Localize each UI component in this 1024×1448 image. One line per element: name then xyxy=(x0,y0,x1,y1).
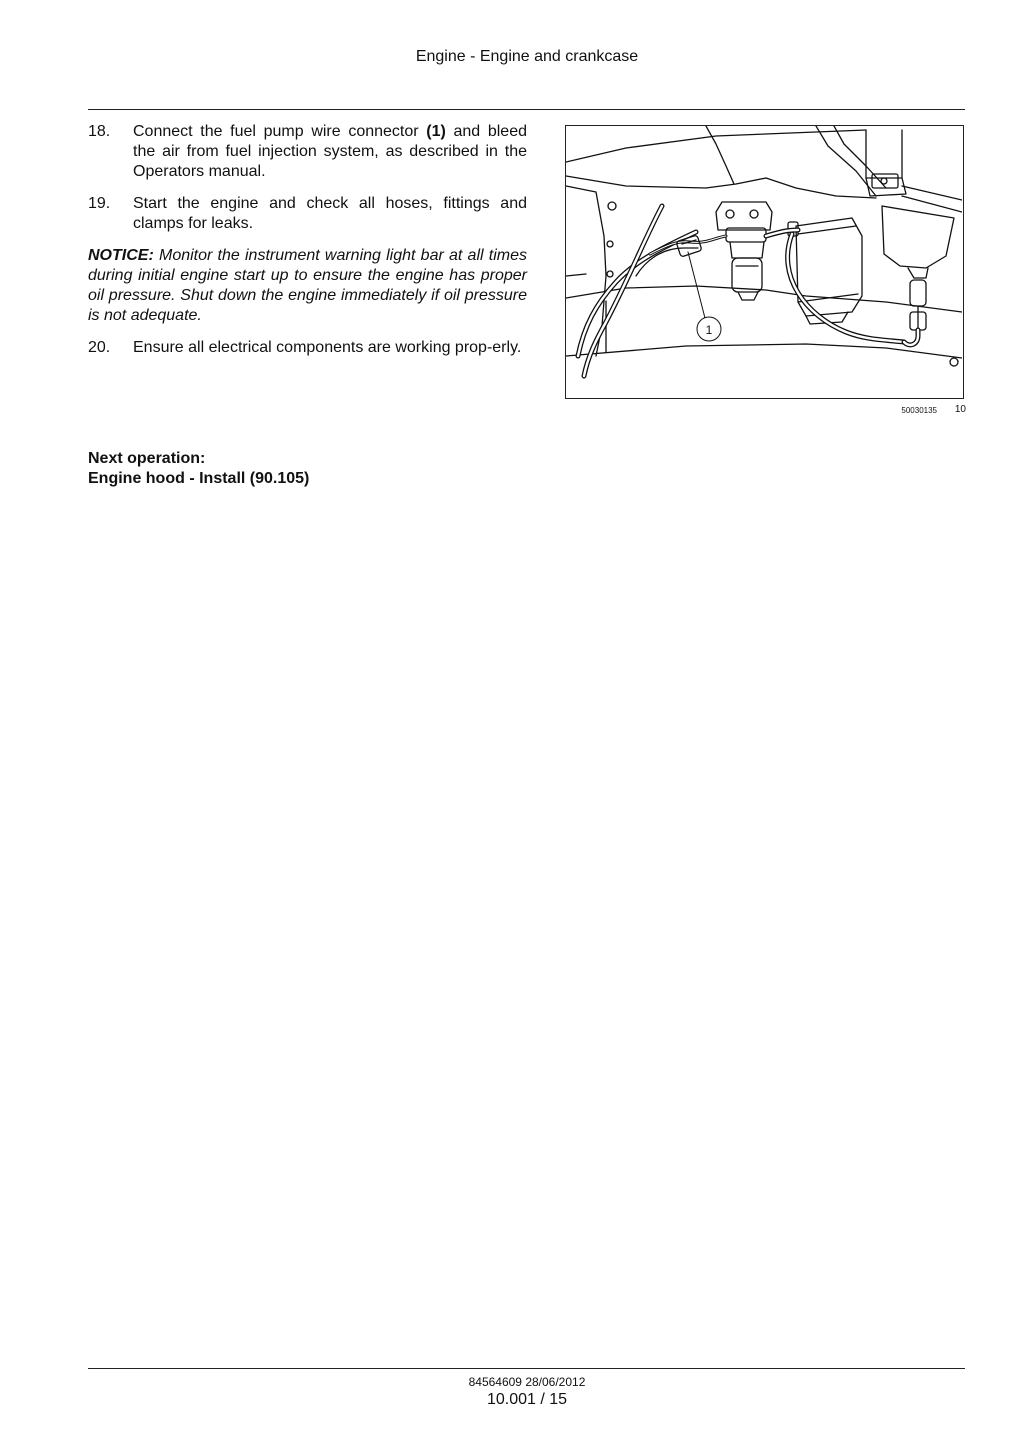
page-number: 10.001 / 15 xyxy=(486,1391,568,1408)
step-number: 19. xyxy=(88,195,111,212)
procedure-column xyxy=(88,122,527,370)
notice-paragraph xyxy=(88,246,527,326)
running-header: Engine - Engine and crankcase xyxy=(415,48,639,65)
header-rule xyxy=(88,109,965,110)
next-operation-link[interactable]: Engine hood - Install (90.105) xyxy=(88,470,310,487)
notice-label: NOTICE: xyxy=(88,247,154,264)
step-18 xyxy=(88,122,527,182)
callout-label: 1 xyxy=(705,323,713,337)
step-text: Connect the fuel pump wire connector (1) and bleed the air from fuel injection system, as described in the Operators manual. xyxy=(133,123,528,180)
document-id: 84564609 28/06/2012 xyxy=(468,1375,586,1389)
next-operation xyxy=(88,449,309,489)
connector-reference: (1) xyxy=(426,123,446,140)
next-operation-label: Next operation: xyxy=(88,450,206,467)
step-text: Ensure all electrical components are working prop-erly. xyxy=(133,339,522,356)
figure-code: 50030135 xyxy=(901,406,937,415)
step-19 xyxy=(88,194,527,234)
step-text: Start the engine and check all hoses, fittings and clamps for leaks. xyxy=(133,195,527,232)
step-20 xyxy=(88,338,527,358)
footer-rule xyxy=(88,1368,965,1369)
figure-number: 10 xyxy=(954,404,966,415)
fuel-filter-illustration xyxy=(565,125,964,399)
notice-text: Monitor the instrument warning light bar at all times during initial engine start up to ensure the engine has proper oil pressure. Shut down the engine immediately if oil pressure is not adequate. xyxy=(88,247,527,324)
step-number: 20. xyxy=(88,339,111,356)
step-number: 18. xyxy=(88,123,111,140)
